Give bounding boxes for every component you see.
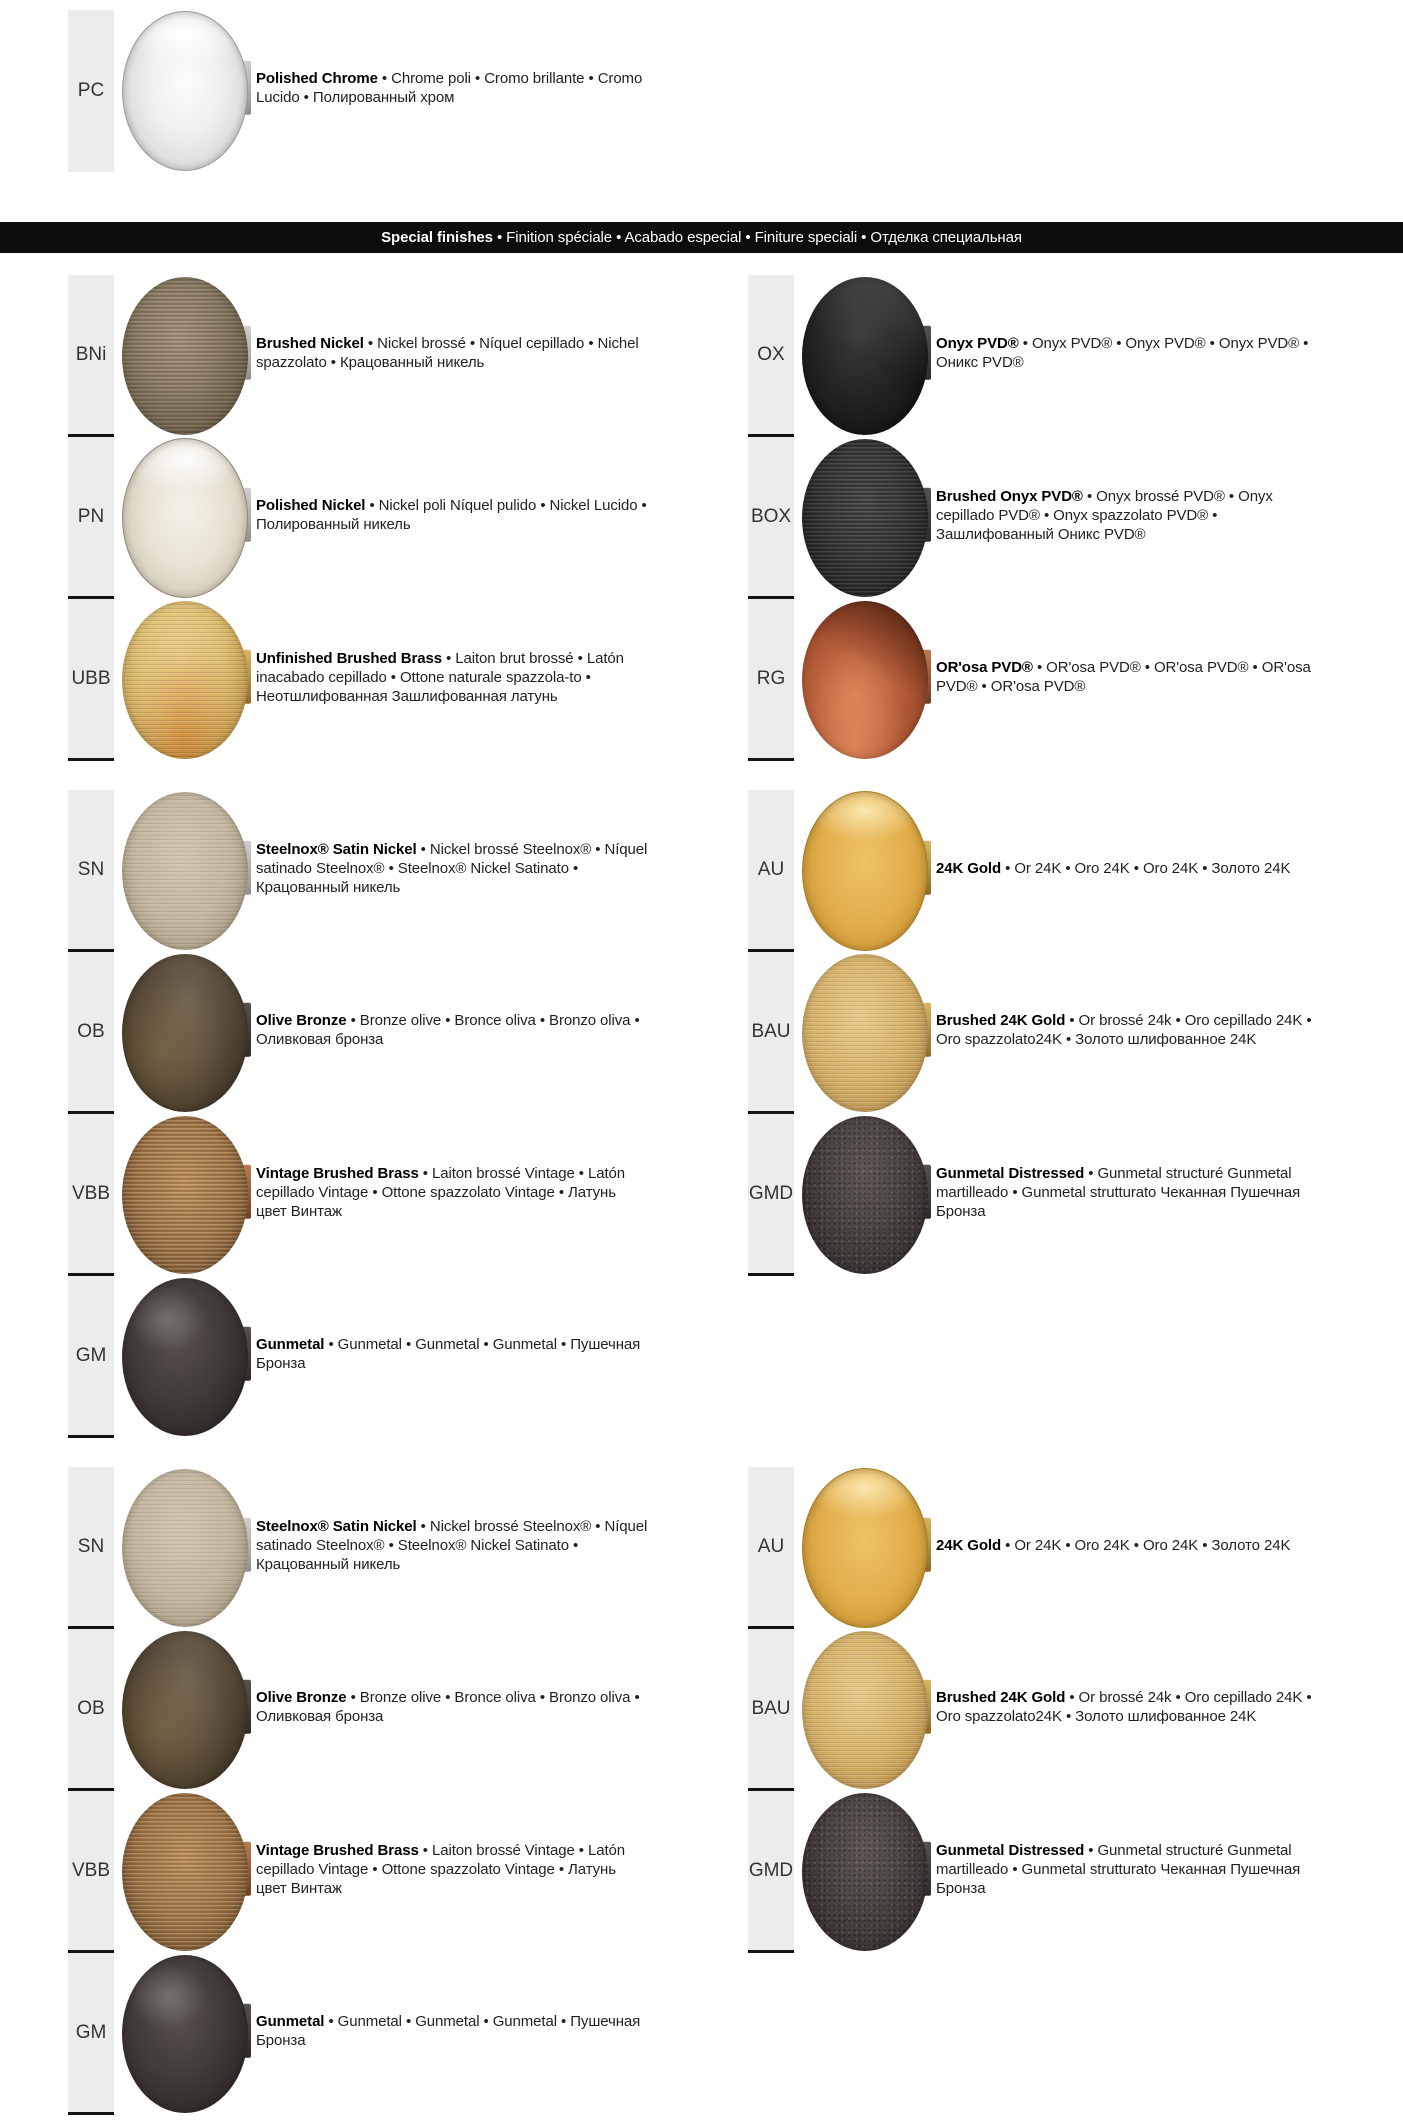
finish-row (68, 1467, 701, 1629)
finish-translations: • Or 24K • Oro 24K • Oro 24K • Золото 24K (1001, 1536, 1291, 1554)
finish-code: PN (77, 505, 105, 527)
finish-translations: • Onyx PVD® • Onyx PVD® • Onyx PVD® • Оникс PVD® (936, 335, 1309, 371)
finish-name: Gunmetal Distressed (936, 1841, 1085, 1859)
finish-row (748, 275, 1402, 437)
finish-swatch-wrap (122, 275, 248, 437)
special-finishes-banner (0, 222, 1403, 253)
finish-name: Brushed Onyx PVD® (936, 487, 1083, 505)
finish-swatch-image (122, 11, 248, 171)
finish-swatch-wrap (122, 10, 248, 172)
finish-description (256, 496, 648, 534)
finish-swatch-wrap (122, 437, 248, 599)
finish-code-box (748, 275, 794, 437)
finish-swatch-image (122, 277, 248, 435)
finish-code: OX (757, 343, 785, 365)
finish-name: Brushed 24K Gold (936, 1689, 1066, 1706)
finish-swatch-wrap (122, 599, 248, 761)
finish-row (68, 10, 1403, 172)
finish-swatch-wrap (802, 437, 928, 599)
finish-name: Brushed Nickel (256, 335, 364, 352)
finish-translations: • Nickel poli Níquel pulido • Nickel Lucido • Полированный никель (256, 497, 647, 533)
finish-description (936, 487, 1328, 544)
finish-code: OB (77, 1697, 105, 1719)
finish-row (68, 1953, 701, 2115)
finish-swatch-image (122, 1116, 248, 1274)
finish-code-box (68, 275, 114, 437)
finish-translations: • Nickel brossé • Níquel cepillado • Nichel spazzolato • Крацованный никель (256, 335, 639, 371)
finish-swatch-image (802, 277, 928, 435)
finish-description (936, 1164, 1328, 1221)
finish-code: VBB (71, 1859, 111, 1881)
finish-row (748, 1467, 1402, 1629)
finish-code: SN (77, 1535, 105, 1557)
finish-translations: • Gunmetal structuré Gunmetal martilleado • Gunmetal strutturato Чеканная Пушечная Бронза (936, 1164, 1301, 1220)
finish-swatch-wrap (802, 1114, 928, 1276)
finish-swatch-image (802, 1793, 928, 1951)
finish-swatch-wrap (802, 790, 928, 952)
finish-column-left (0, 1467, 701, 2115)
finish-row (748, 437, 1402, 599)
finish-swatch-wrap (122, 1276, 248, 1438)
finish-translations: • Laiton brut brossé • Latón inacabado cepillado • Ottone naturale spazzola-to • Неотшлифованная Зашлифованная латунь (256, 649, 624, 705)
finish-translations: • Onyx brossé PVD® • Onyx cepillado PVD® • Onyx spazzolato PVD® • Зашлифованный Оникс PVD® (936, 487, 1273, 543)
finish-row (748, 952, 1402, 1114)
finish-swatch-wrap (122, 1467, 248, 1629)
finish-code-box (748, 790, 794, 952)
finish-swatch-wrap (122, 1953, 248, 2115)
finish-description (256, 1335, 648, 1373)
finish-code-box (748, 1114, 794, 1276)
finish-code-box (68, 599, 114, 761)
finish-description (936, 1011, 1328, 1049)
finish-column-right (701, 1467, 1402, 1953)
finish-code-box (68, 1467, 114, 1629)
finish-description (256, 1517, 648, 1574)
finish-swatch-image (122, 1469, 248, 1627)
finish-description (256, 1164, 648, 1221)
finish-code: GMD (748, 1859, 794, 1881)
special-finishes-list (0, 275, 1403, 2115)
finish-translations: • Bronze olive • Bronce oliva • Bronzo oliva • Оливковая бронза (256, 1689, 640, 1725)
finish-translations: • Laiton brossé Vintage • Latón cepillado Vintage • Ottone spazzolato Vintage • Латунь цвет Винтаж (256, 1164, 626, 1220)
finish-name: Gunmetal Distressed (936, 1164, 1085, 1182)
finish-swatch-image (802, 1631, 928, 1789)
finish-description (256, 649, 648, 706)
finish-column-left (0, 790, 701, 1438)
finish-row (68, 952, 701, 1114)
finish-swatch-image (122, 1278, 248, 1436)
finish-name: 24K Gold (936, 1536, 1002, 1554)
finish-description (936, 859, 1328, 878)
finish-translations: • OR'osa PVD® • OR'osa PVD® • OR'osa PVD® • OR'osa PVD® (936, 659, 1311, 695)
finish-row (68, 275, 701, 437)
finish-name: Onyx PVD® (936, 335, 1019, 352)
finish-translations: • Gunmetal • Gunmetal • Gunmetal • Пушечная Бронза (256, 1336, 641, 1372)
finish-translations: • Or brossé 24k • Oro cepillado 24K • Oro spazzolato24K • Золото шлифованное 24K (936, 1689, 1312, 1725)
finish-code: BOX (750, 505, 792, 527)
finish-row (748, 1114, 1402, 1276)
finish-column-right (701, 790, 1402, 1276)
finish-code: SN (77, 858, 105, 880)
finish-description (256, 1011, 648, 1049)
finish-swatch-wrap (122, 1114, 248, 1276)
finish-translations: • Gunmetal structuré Gunmetal martilleado • Gunmetal strutturato Чеканная Пушечная Бронза (936, 1841, 1301, 1897)
finish-description (936, 658, 1328, 696)
finish-swatch-image (122, 792, 248, 950)
finish-name: Olive Bronze (256, 1689, 347, 1706)
finish-row (68, 1276, 701, 1438)
finish-swatch-image (122, 438, 248, 598)
finish-code-box (748, 1629, 794, 1791)
finish-name: Gunmetal (256, 2013, 325, 2030)
finish-code-box (748, 437, 794, 599)
finish-description (256, 840, 648, 897)
finish-row (68, 437, 701, 599)
finish-swatch-image (802, 1468, 928, 1628)
finish-code: AU (757, 858, 785, 880)
finish-code: GM (75, 2021, 107, 2043)
finish-code-box (68, 437, 114, 599)
finish-swatch-wrap (122, 952, 248, 1114)
finish-row (68, 1791, 701, 1953)
finish-name: Polished Nickel (256, 497, 366, 514)
finish-description (936, 334, 1328, 372)
finish-swatch-image (122, 1631, 248, 1789)
finish-column-right (701, 275, 1402, 761)
finish-row (68, 599, 701, 761)
finish-description (256, 334, 648, 372)
finish-name: Steelnox® Satin Nickel (256, 840, 417, 858)
finish-description (256, 69, 648, 107)
banner-title-bold: Special finishes (381, 229, 493, 246)
finish-band (0, 1467, 1403, 2115)
finish-row (68, 1629, 701, 1791)
finish-row (748, 790, 1402, 952)
finish-swatch-wrap (802, 599, 928, 761)
finish-swatch-wrap (802, 1791, 928, 1953)
finish-name: Vintage Brushed Brass (256, 1841, 419, 1859)
finish-swatch-image (122, 1955, 248, 2113)
finish-code: BNi (75, 343, 107, 365)
finish-code: OB (77, 1020, 105, 1042)
finish-row (68, 790, 701, 952)
finish-code-box (748, 599, 794, 761)
finish-code-box (68, 1953, 114, 2115)
finish-name: Gunmetal (256, 1336, 325, 1353)
finish-description (936, 1536, 1328, 1555)
finish-translations: • Nickel brossé Steelnox® • Níquel satinado Steelnox® • Steelnox® Nickel Satinato • Крацованный никель (256, 840, 648, 896)
finish-code: RG (756, 667, 786, 689)
finish-code: UBB (71, 667, 111, 689)
finish-swatch-image (122, 1793, 248, 1951)
banner-title (381, 229, 1022, 246)
finish-code-box (68, 952, 114, 1114)
finish-band (0, 275, 1403, 761)
finish-translations: • Or 24K • Oro 24K • Oro 24K • Золото 24K (1001, 859, 1291, 877)
finish-description (936, 1841, 1328, 1898)
finish-swatch-image (122, 954, 248, 1112)
finish-code-box (68, 1629, 114, 1791)
standard-finish-section (0, 0, 1403, 172)
finish-code-box (748, 1791, 794, 1953)
finish-swatch-image (802, 791, 928, 951)
finish-code-box (68, 10, 114, 172)
finish-name: OR'osa PVD® (936, 659, 1033, 676)
finish-swatch-image (802, 954, 928, 1112)
finish-code-box (68, 1276, 114, 1438)
finish-translations: • Bronze olive • Bronce oliva • Bronzo oliva • Оливковая бронза (256, 1012, 640, 1048)
finish-row (748, 1629, 1402, 1791)
banner-title-rest: • Finition spéciale • Acabado especial • Finiture speciali • Отделка специальная (492, 229, 1022, 246)
finish-translations: • Chrome poli • Cromo brillante • Cromo Lucido • Полированный хром (256, 70, 643, 106)
finish-description (256, 1688, 648, 1726)
finish-code: AU (757, 1535, 785, 1557)
finish-name: Olive Bronze (256, 1012, 347, 1029)
finish-description (256, 2012, 648, 2050)
finish-code-box (748, 952, 794, 1114)
finish-code-box (68, 1114, 114, 1276)
finish-swatch-wrap (802, 275, 928, 437)
finish-translations: • Gunmetal • Gunmetal • Gunmetal • Пушечная Бронза (256, 2013, 641, 2049)
finish-swatch-image (802, 439, 928, 597)
finish-code: BAU (751, 1697, 791, 1719)
finish-swatch-wrap (802, 1467, 928, 1629)
finish-swatch-wrap (122, 790, 248, 952)
finish-swatch-wrap (122, 1791, 248, 1953)
finish-row (748, 599, 1402, 761)
finish-swatch-image (802, 1116, 928, 1274)
finish-code-box (68, 790, 114, 952)
finish-name: Steelnox® Satin Nickel (256, 1517, 417, 1535)
finish-name: Polished Chrome (256, 70, 378, 87)
finish-band (0, 790, 1403, 1438)
finish-translations: • Or brossé 24k • Oro cepillado 24K • Oro spazzolato24K • Золото шлифованное 24K (936, 1012, 1312, 1048)
finish-code: PC (77, 80, 105, 101)
finish-code-box (748, 1467, 794, 1629)
finish-row (68, 1114, 701, 1276)
finish-name: 24K Gold (936, 859, 1002, 877)
finish-description (256, 1841, 648, 1898)
finish-column-left (0, 275, 701, 761)
finish-swatch-image (802, 601, 928, 759)
finish-code: BAU (751, 1020, 791, 1042)
finish-code: VBB (71, 1182, 111, 1204)
finish-name: Brushed 24K Gold (936, 1012, 1066, 1029)
finish-translations: • Nickel brossé Steelnox® • Níquel satinado Steelnox® • Steelnox® Nickel Satinato • Крацованный никель (256, 1517, 648, 1573)
finish-code-box (68, 1791, 114, 1953)
finish-description (936, 1688, 1328, 1726)
finish-swatch-wrap (802, 952, 928, 1114)
finish-swatch-wrap (802, 1629, 928, 1791)
finish-code: GM (75, 1344, 107, 1366)
finish-translations: • Laiton brossé Vintage • Latón cepillado Vintage • Ottone spazzolato Vintage • Латунь цвет Винтаж (256, 1841, 626, 1897)
finish-name: Unfinished Brushed Brass (256, 649, 442, 667)
finish-name: Vintage Brushed Brass (256, 1164, 419, 1182)
finish-swatch-wrap (122, 1629, 248, 1791)
finish-code: GMD (748, 1182, 794, 1204)
finish-swatch-image (122, 601, 248, 759)
finish-row (748, 1791, 1402, 1953)
